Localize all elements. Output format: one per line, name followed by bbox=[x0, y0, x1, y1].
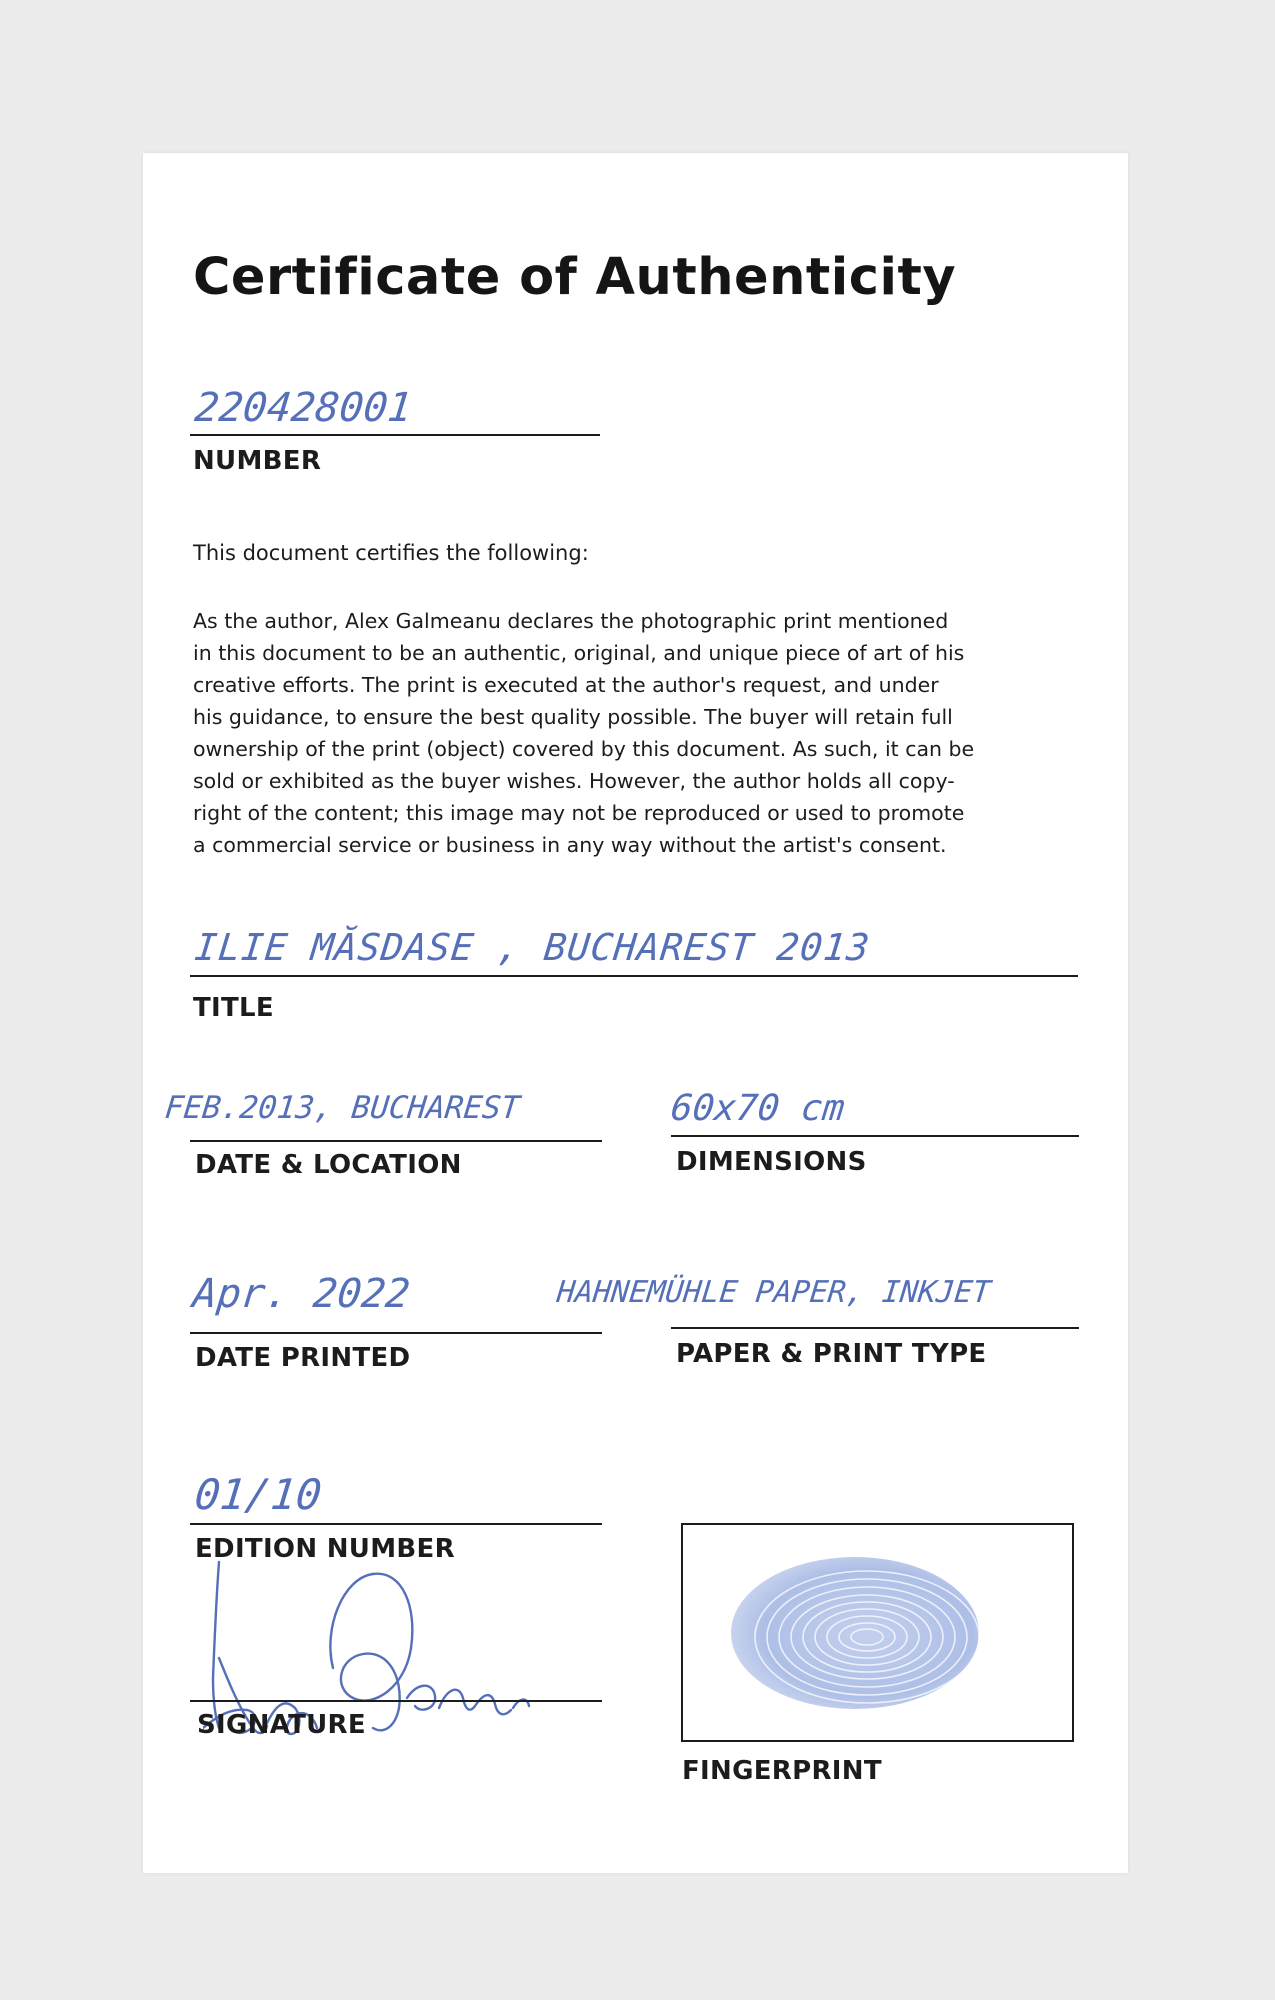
date-printed-rule bbox=[190, 1332, 602, 1334]
declaration-text bbox=[193, 605, 1093, 861]
paper-print-value: HAHNEMÜHLE PAPER, INKJET bbox=[555, 1275, 993, 1310]
declaration-line: As the author, Alex Galmeanu declares the photographic print mentioned bbox=[193, 609, 949, 633]
declaration-line: right of the content; this image may not be reproduced or used to promote bbox=[193, 801, 965, 825]
date-location-value: FEB.2013, BUCHAREST bbox=[163, 1090, 522, 1126]
fingerprint-icon bbox=[727, 1553, 982, 1713]
fingerprint-box bbox=[681, 1523, 1074, 1742]
artwork-title-value: ILIE MĂSDASE , BUCHAREST 2013 bbox=[192, 926, 873, 969]
dimensions-value: 60x70 cm bbox=[668, 1088, 847, 1129]
title-rule bbox=[190, 975, 1078, 977]
date-location-label: DATE & LOCATION bbox=[195, 1150, 462, 1180]
edition-value: 01/10 bbox=[192, 1470, 325, 1519]
paper-print-label: PAPER & PRINT TYPE bbox=[676, 1339, 987, 1369]
edition-label: EDITION NUMBER bbox=[195, 1534, 455, 1564]
signature-label: SIGNATURE bbox=[197, 1710, 366, 1740]
edition-rule bbox=[190, 1523, 602, 1525]
dimensions-label: DIMENSIONS bbox=[676, 1147, 867, 1177]
date-printed-value: Apr. 2022 bbox=[190, 1271, 413, 1317]
title-label: TITLE bbox=[193, 993, 274, 1023]
declaration-line: his guidance, to ensure the best quality possible. The buyer will retain full bbox=[193, 705, 953, 729]
declaration-line: a commercial service or business in any way without the artist's consent. bbox=[193, 833, 947, 857]
certificate-card bbox=[143, 153, 1128, 1873]
signature-rule bbox=[190, 1700, 602, 1702]
date-printed-label: DATE PRINTED bbox=[195, 1343, 411, 1373]
number-label: NUMBER bbox=[193, 446, 322, 476]
date-location-rule bbox=[190, 1140, 602, 1142]
fingerprint-label: FINGERPRINT bbox=[682, 1756, 882, 1786]
dimensions-rule bbox=[671, 1135, 1079, 1137]
declaration-line: sold or exhibited as the buyer wishes. However, the author holds all copy- bbox=[193, 769, 955, 793]
certificate-title: Certificate of Authenticity bbox=[193, 248, 957, 307]
paper-print-rule bbox=[671, 1327, 1079, 1329]
number-value: 220428001 bbox=[192, 385, 415, 431]
declaration-line: creative efforts. The print is executed at the author's request, and under bbox=[193, 673, 939, 697]
intro-text: This document certifies the following: bbox=[193, 541, 589, 565]
declaration-line: in this document to be an authentic, original, and unique piece of art of his bbox=[193, 641, 965, 665]
declaration-line: ownership of the print (object) covered by this document. As such, it can be bbox=[193, 737, 975, 761]
number-rule bbox=[190, 434, 600, 436]
